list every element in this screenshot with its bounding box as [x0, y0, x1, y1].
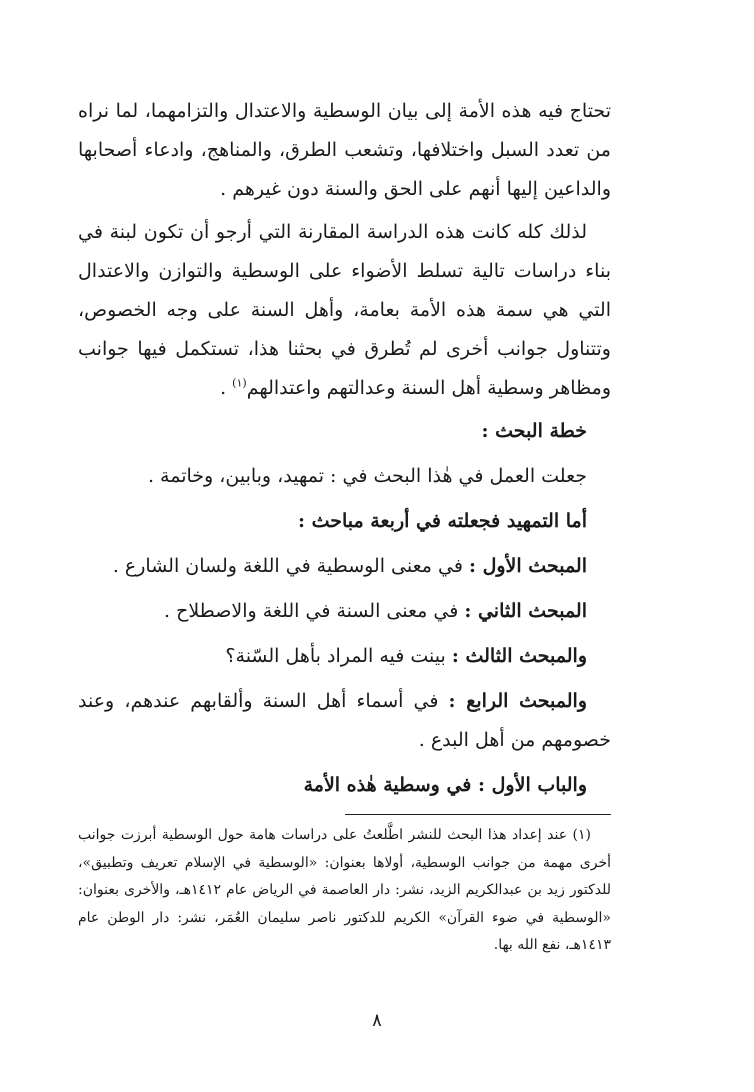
main-text [78, 92, 611, 811]
section-3-title: والمبحث الثالث : [451, 645, 587, 667]
section-2-text: في معنى السنة في اللغة والاصطلاح . [164, 600, 465, 622]
section-4-text: في أسماء أهل السنة وألقابهم عندهم، وعند خصومهم من أهل البدع . [78, 690, 611, 751]
footnote-divider [345, 814, 611, 815]
paragraph-2 [78, 213, 611, 408]
section-4 [78, 682, 611, 760]
section-3 [78, 637, 611, 676]
section-1-title: المبحث الأول : [468, 555, 587, 577]
section-2 [78, 592, 611, 631]
section-3-text: بينت فيه المراد بأهل السّنة؟ [225, 645, 452, 667]
plan-heading: خطة البحث : [481, 420, 587, 442]
section-4-title: والمبحث الرابع : [448, 690, 588, 712]
paragraph-2-end: . [220, 377, 233, 399]
section-5 [78, 766, 611, 805]
section-5-title: والباب الأول : [478, 774, 587, 796]
footnote-ref[interactable]: (١) [232, 376, 247, 390]
plan-intro: جعلت العمل في هٰذا البحث في : تمهيد، وبابين، وخاتمة . [147, 465, 587, 487]
section-5-text: في وسطية هٰذه الأمة [303, 774, 478, 796]
preface-heading: أما التمهيد فجعلته في أربعة مباحث : [297, 510, 587, 532]
footnote-text: (١) عند إعداد هذا البحث للنشر اطَّلعتُ على دراسات هامة حول الوسطية أبرزت جوانب أخرى مهمة من جوانب الوسطية، أولاها بعنوان: «الوسطية في الإسلام تعريف وتطبيق»، للدكتور زيد بن عبدالكريم الزيد، نشر: دار العاصمة في الرياض عام ١٤١٢هـ، والأخرى بعنوان: «الوسطية في ضوء القرآن» الكريم للدكتور ناصر سليمان العُمَر، نشر: دار الوطن عام ١٤١٣هـ، نفع الله بها. [78, 827, 611, 953]
section-1 [78, 547, 611, 586]
page-number: ٨ [372, 1010, 382, 1031]
section-2-title: المبحث الثاني : [464, 600, 587, 622]
section-1-text: في معنى الوسطية في اللغة ولسان الشارع . [112, 555, 469, 577]
footnote [78, 822, 611, 960]
paragraph-2-text: لذلك كله كانت هذه الدراسة المقارنة التي أرجو أن تكون لبنة في بناء دراسات تالية تسلط الأضواء على الوسطية والتوازن والاعتدال التي هي سمة هذه الأمة بعامة، وأهل السنة على وجه الخصوص، وتتناول جوانب أخرى لم تُطرق في بحثنا هذا، تستكمل فيها جوانب ومظاهر وسطية أهل السنة وعدالتهم واعتدالهم [78, 221, 611, 399]
paragraph-1: تحتاج فيه هذه الأمة إلى بيان الوسطية والاعتدال والتزامهما، لما نراه من تعدد السبل واختلافها، وتشعب الطرق، والمناهج، وادعاء أصحابها والداعين إليها أنهم على الحق والسنة دون غيرهم . [78, 100, 611, 200]
